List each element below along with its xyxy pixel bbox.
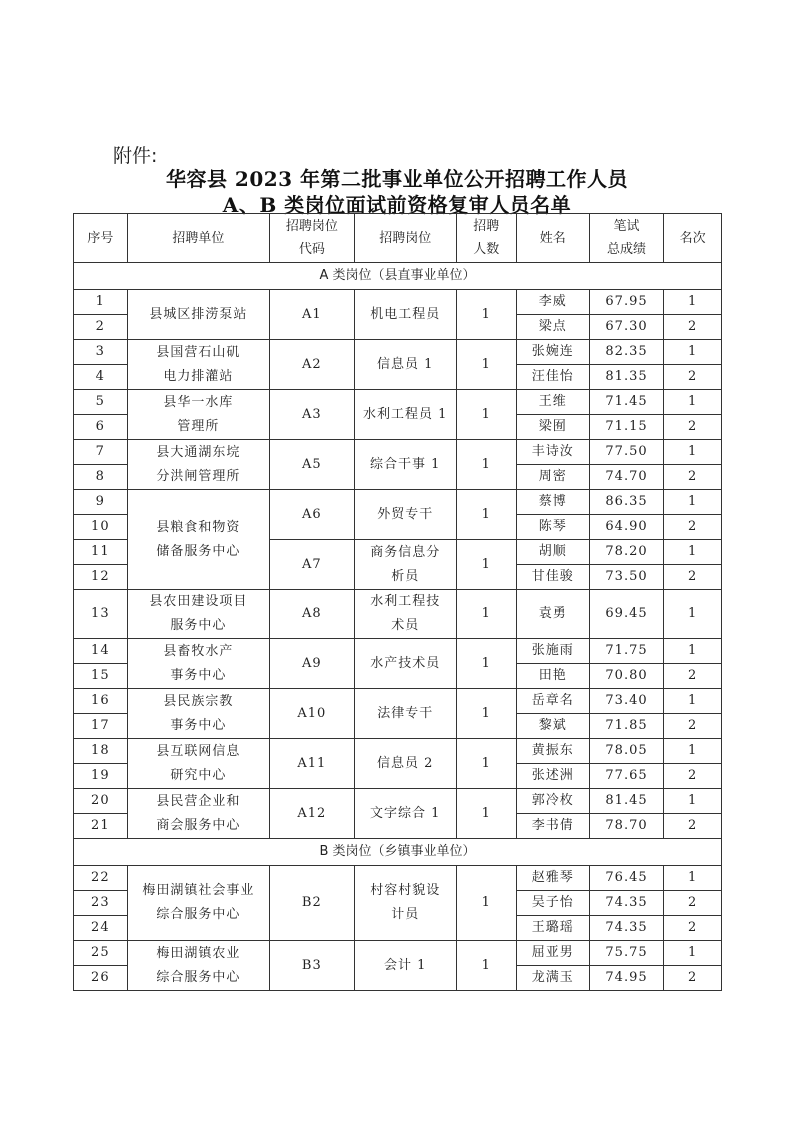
hire-count-cell: 1 bbox=[456, 941, 516, 991]
written-score-cell: 86.35 bbox=[589, 490, 663, 515]
written-score-cell: 71.85 bbox=[589, 714, 663, 739]
position-cell: 机电工程员 bbox=[354, 290, 456, 340]
position-cell: 会计 1 bbox=[354, 941, 456, 991]
rank-cell: 2 bbox=[664, 814, 722, 839]
written-score-cell: 67.95 bbox=[589, 290, 663, 315]
table-row bbox=[74, 941, 722, 966]
document-title-line2: A、B 类岗位面试前资格复审人员名单 bbox=[222, 193, 572, 217]
seq-cell: 23 bbox=[74, 891, 128, 916]
rank-cell: 1 bbox=[664, 290, 722, 315]
unit-cell: 梅田湖镇农业 综合服务中心 bbox=[127, 941, 269, 991]
unit-cell: 县畜牧水产 事务中心 bbox=[127, 639, 269, 689]
seq-cell: 10 bbox=[74, 515, 128, 540]
header-hire-count: 招聘 人数 bbox=[456, 214, 516, 263]
written-score-cell: 71.75 bbox=[589, 639, 663, 664]
candidate-name-cell: 甘佳骏 bbox=[516, 565, 589, 590]
rank-cell: 1 bbox=[664, 941, 722, 966]
position-code-cell: A2 bbox=[270, 340, 355, 390]
table-row bbox=[74, 290, 722, 315]
seq-cell: 9 bbox=[74, 490, 128, 515]
candidate-name-cell: 屈亚男 bbox=[516, 941, 589, 966]
seq-cell: 7 bbox=[74, 440, 128, 465]
written-score-cell: 78.70 bbox=[589, 814, 663, 839]
unit-cell: 梅田湖镇社会事业 综合服务中心 bbox=[127, 866, 269, 941]
seq-cell: 11 bbox=[74, 540, 128, 565]
section-header-row bbox=[74, 839, 722, 866]
candidate-name-cell: 蔡博 bbox=[516, 490, 589, 515]
rank-cell: 1 bbox=[664, 340, 722, 365]
hire-count-cell: 1 bbox=[456, 540, 516, 590]
candidate-name-cell: 郭冷枚 bbox=[516, 789, 589, 814]
position-code-cell: A9 bbox=[270, 639, 355, 689]
written-score-cell: 78.20 bbox=[589, 540, 663, 565]
position-code-cell: A12 bbox=[270, 789, 355, 839]
candidate-name-cell: 岳章名 bbox=[516, 689, 589, 714]
position-code-cell: B3 bbox=[270, 941, 355, 991]
candidate-name-cell: 张婉连 bbox=[516, 340, 589, 365]
candidate-name-cell: 丰诗汝 bbox=[516, 440, 589, 465]
written-score-cell: 77.65 bbox=[589, 764, 663, 789]
rank-cell: 2 bbox=[664, 764, 722, 789]
table-row bbox=[74, 739, 722, 764]
rank-cell: 2 bbox=[664, 664, 722, 689]
written-score-cell: 74.35 bbox=[589, 891, 663, 916]
position-cell: 信息员 1 bbox=[354, 340, 456, 390]
written-score-cell: 71.45 bbox=[589, 390, 663, 415]
rank-cell: 2 bbox=[664, 315, 722, 340]
hire-count-cell: 1 bbox=[456, 866, 516, 941]
written-score-cell: 75.75 bbox=[589, 941, 663, 966]
attachment-label: 附件: bbox=[113, 145, 158, 167]
candidate-name-cell: 张述洲 bbox=[516, 764, 589, 789]
candidate-name-cell: 赵雅琴 bbox=[516, 866, 589, 891]
table-row bbox=[74, 789, 722, 814]
unit-cell: 县互联网信息 研究中心 bbox=[127, 739, 269, 789]
rank-cell: 1 bbox=[664, 866, 722, 891]
unit-cell: 县粮食和物资 储备服务中心 bbox=[127, 490, 269, 590]
hire-count-cell: 1 bbox=[456, 340, 516, 390]
written-score-cell: 74.35 bbox=[589, 916, 663, 941]
hire-count-cell: 1 bbox=[456, 739, 516, 789]
table-row bbox=[74, 689, 722, 714]
candidate-name-cell: 汪佳怡 bbox=[516, 365, 589, 390]
candidate-name-cell: 李书倩 bbox=[516, 814, 589, 839]
seq-cell: 15 bbox=[74, 664, 128, 689]
seq-cell: 12 bbox=[74, 565, 128, 590]
rank-cell: 2 bbox=[664, 465, 722, 490]
table-body bbox=[74, 263, 722, 991]
seq-cell: 13 bbox=[74, 590, 128, 639]
seq-cell: 21 bbox=[74, 814, 128, 839]
candidate-name-cell: 陈琴 bbox=[516, 515, 589, 540]
seq-cell: 6 bbox=[74, 415, 128, 440]
candidate-name-cell: 周密 bbox=[516, 465, 589, 490]
written-score-cell: 76.45 bbox=[589, 866, 663, 891]
hire-count-cell: 1 bbox=[456, 689, 516, 739]
position-code-cell: A11 bbox=[270, 739, 355, 789]
seq-cell: 17 bbox=[74, 714, 128, 739]
header-written-score: 笔试 总成绩 bbox=[589, 214, 663, 263]
position-cell: 水利工程员 1 bbox=[354, 390, 456, 440]
unit-cell: 县民族宗教 事务中心 bbox=[127, 689, 269, 739]
hire-count-cell: 1 bbox=[456, 590, 516, 639]
position-code-cell: A5 bbox=[270, 440, 355, 490]
position-code-cell: A3 bbox=[270, 390, 355, 440]
unit-cell: 县大通湖东垸 分洪闸管理所 bbox=[127, 440, 269, 490]
candidate-name-cell: 吴子怡 bbox=[516, 891, 589, 916]
position-code-cell: A8 bbox=[270, 590, 355, 639]
position-cell: 综合干事 1 bbox=[354, 440, 456, 490]
candidate-name-cell: 胡顺 bbox=[516, 540, 589, 565]
table-row bbox=[74, 639, 722, 664]
position-code-cell: A7 bbox=[270, 540, 355, 590]
rank-cell: 2 bbox=[664, 891, 722, 916]
header-position-code: 招聘岗位 代码 bbox=[270, 214, 355, 263]
candidate-name-cell: 袁勇 bbox=[516, 590, 589, 639]
written-score-cell: 64.90 bbox=[589, 515, 663, 540]
written-score-cell: 81.35 bbox=[589, 365, 663, 390]
table-header-row bbox=[74, 214, 722, 263]
hire-count-cell: 1 bbox=[456, 639, 516, 689]
candidate-name-cell: 张施雨 bbox=[516, 639, 589, 664]
position-code-cell: A10 bbox=[270, 689, 355, 739]
rank-cell: 1 bbox=[664, 739, 722, 764]
rank-cell: 2 bbox=[664, 916, 722, 941]
header-unit: 招聘单位 bbox=[127, 214, 269, 263]
section-label: A 类岗位（县直事业单位） bbox=[74, 263, 722, 290]
rank-cell: 1 bbox=[664, 490, 722, 515]
candidate-name-cell: 梁囿 bbox=[516, 415, 589, 440]
written-score-cell: 77.50 bbox=[589, 440, 663, 465]
unit-cell: 县农田建设项目 服务中心 bbox=[127, 590, 269, 639]
seq-cell: 3 bbox=[74, 340, 128, 365]
table-row bbox=[74, 866, 722, 891]
position-code-cell: B2 bbox=[270, 866, 355, 941]
candidate-name-cell: 李威 bbox=[516, 290, 589, 315]
rank-cell: 1 bbox=[664, 639, 722, 664]
unit-cell: 县国营石山矶 电力排灌站 bbox=[127, 340, 269, 390]
written-score-cell: 73.50 bbox=[589, 565, 663, 590]
unit-cell: 县城区排涝泵站 bbox=[127, 290, 269, 340]
header-name: 姓名 bbox=[516, 214, 589, 263]
candidate-name-cell: 黄振东 bbox=[516, 739, 589, 764]
unit-cell: 县民营企业和 商会服务中心 bbox=[127, 789, 269, 839]
written-score-cell: 73.40 bbox=[589, 689, 663, 714]
rank-cell: 1 bbox=[664, 789, 722, 814]
rank-cell: 1 bbox=[664, 390, 722, 415]
seq-cell: 26 bbox=[74, 966, 128, 991]
seq-cell: 1 bbox=[74, 290, 128, 315]
written-score-cell: 78.05 bbox=[589, 739, 663, 764]
position-cell: 水利工程技 术员 bbox=[354, 590, 456, 639]
hire-count-cell: 1 bbox=[456, 490, 516, 540]
seq-cell: 2 bbox=[74, 315, 128, 340]
header-position: 招聘岗位 bbox=[354, 214, 456, 263]
seq-cell: 5 bbox=[74, 390, 128, 415]
written-score-cell: 69.45 bbox=[589, 590, 663, 639]
written-score-cell: 81.45 bbox=[589, 789, 663, 814]
written-score-cell: 70.80 bbox=[589, 664, 663, 689]
hire-count-cell: 1 bbox=[456, 440, 516, 490]
written-score-cell: 71.15 bbox=[589, 415, 663, 440]
position-cell: 外贸专干 bbox=[354, 490, 456, 540]
position-code-cell: A6 bbox=[270, 490, 355, 540]
candidate-name-cell: 王璐瑶 bbox=[516, 916, 589, 941]
seq-cell: 18 bbox=[74, 739, 128, 764]
seq-cell: 25 bbox=[74, 941, 128, 966]
written-score-cell: 74.95 bbox=[589, 966, 663, 991]
position-cell: 商务信息分 析员 bbox=[354, 540, 456, 590]
seq-cell: 16 bbox=[74, 689, 128, 714]
position-code-cell: A1 bbox=[270, 290, 355, 340]
position-cell: 信息员 2 bbox=[354, 739, 456, 789]
seq-cell: 24 bbox=[74, 916, 128, 941]
seq-cell: 4 bbox=[74, 365, 128, 390]
written-score-cell: 82.35 bbox=[589, 340, 663, 365]
position-cell: 水产技术员 bbox=[354, 639, 456, 689]
table-row bbox=[74, 340, 722, 365]
candidate-roster-table bbox=[73, 213, 722, 991]
seq-cell: 8 bbox=[74, 465, 128, 490]
rank-cell: 1 bbox=[664, 440, 722, 465]
document-title-line1: 华容县 2023 年第二批事业单位公开招聘工作人员 bbox=[165, 167, 629, 191]
position-cell: 法律专干 bbox=[354, 689, 456, 739]
table-row bbox=[74, 440, 722, 465]
rank-cell: 1 bbox=[664, 689, 722, 714]
candidate-name-cell: 梁点 bbox=[516, 315, 589, 340]
hire-count-cell: 1 bbox=[456, 789, 516, 839]
section-header-row bbox=[74, 263, 722, 290]
rank-cell: 2 bbox=[664, 515, 722, 540]
rank-cell: 1 bbox=[664, 540, 722, 565]
table-row bbox=[74, 490, 722, 515]
hire-count-cell: 1 bbox=[456, 290, 516, 340]
hire-count-cell: 1 bbox=[456, 390, 516, 440]
rank-cell: 2 bbox=[664, 415, 722, 440]
rank-cell: 1 bbox=[664, 590, 722, 639]
header-seq: 序号 bbox=[74, 214, 128, 263]
section-label: B 类岗位（乡镇事业单位） bbox=[74, 839, 722, 866]
rank-cell: 2 bbox=[664, 966, 722, 991]
position-cell: 文字综合 1 bbox=[354, 789, 456, 839]
rank-cell: 2 bbox=[664, 565, 722, 590]
candidate-name-cell: 王维 bbox=[516, 390, 589, 415]
seq-cell: 20 bbox=[74, 789, 128, 814]
unit-cell: 县华一水库 管理所 bbox=[127, 390, 269, 440]
header-rank: 名次 bbox=[664, 214, 722, 263]
seq-cell: 19 bbox=[74, 764, 128, 789]
position-cell: 村容村貌设 计员 bbox=[354, 866, 456, 941]
table-row bbox=[74, 590, 722, 639]
seq-cell: 14 bbox=[74, 639, 128, 664]
table-row bbox=[74, 390, 722, 415]
seq-cell: 22 bbox=[74, 866, 128, 891]
rank-cell: 2 bbox=[664, 714, 722, 739]
candidate-name-cell: 黎斌 bbox=[516, 714, 589, 739]
written-score-cell: 67.30 bbox=[589, 315, 663, 340]
rank-cell: 2 bbox=[664, 365, 722, 390]
written-score-cell: 74.70 bbox=[589, 465, 663, 490]
candidate-name-cell: 田艳 bbox=[516, 664, 589, 689]
candidate-name-cell: 龙满玉 bbox=[516, 966, 589, 991]
